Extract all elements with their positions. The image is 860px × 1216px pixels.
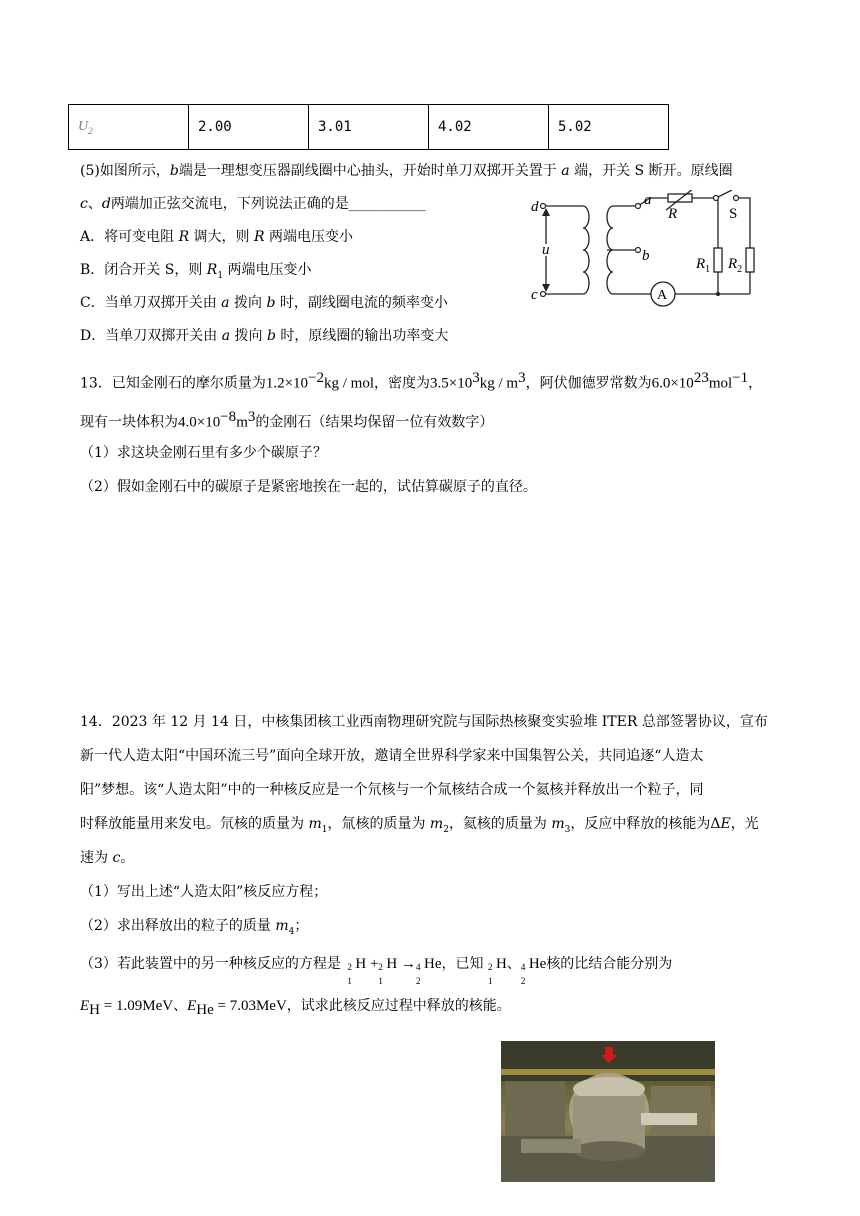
option-d: D．当单刀双掷开关由 a 拨向 b 时，原线圈的输出功率变大 — [80, 328, 449, 344]
q13-sub1: （1）求这块金刚石里有多少个碳原子？ — [80, 445, 327, 461]
q13-line1: 13．已知金刚石的摩尔质量为$1.2\times 10^{-2}kg$ / mol，密度为$3.5\times 10^3kg / m^3$，阿伏伽德罗常数为$6.0\times 10^{23}mol^{-1}$， — [80, 370, 763, 392]
q14-sub1: （1）写出上述“人造太阳”核反应方程； — [80, 884, 328, 900]
table-cell: 3.01 — [309, 105, 429, 150]
label-d: d — [531, 199, 539, 215]
label-r1: $R_1$ — [696, 256, 711, 275]
label-a: a — [644, 192, 652, 208]
q14-energy-line: $E_H = 1.09MeV$、$E_{He} = 7.03MeV$，试求此核反应过程中释放的核能。 — [80, 998, 511, 1018]
q5-line2: c、d两端加正弦交流电，下列说法正确的是___________ — [80, 196, 426, 212]
ammeter-label: A — [657, 288, 668, 303]
fusion-device-photo — [501, 1041, 715, 1182]
q14-line1: 14．2023 年 12 月 14 日，中核集团核工业西南物理研究院与国际热核聚变实验堆 ITER 总部签署协议，宣布 — [80, 714, 768, 730]
option-b: B．闭合开关 S，则 $R_1$ 两端电压变小 — [80, 262, 312, 281]
option-c: C．当单刀双掷开关由 a 拨向 b 时，副线圈电流的频率变小 — [80, 295, 448, 311]
label-s: S — [729, 206, 738, 222]
data-table — [68, 104, 669, 150]
q14-line3: 阳”梦想。该“人造太阳”中的一种核反应是一个氘核与一个氚核结合成一个氦核并释放出一个粒子，同 — [80, 782, 704, 798]
q14-line5: 速为 c。 — [80, 850, 135, 866]
q14-sub2: （2）求出释放出的粒子的质量 $m_4$； — [80, 918, 309, 937]
table-cell: 2.00 — [189, 105, 309, 150]
table-cell: 5.02 — [549, 105, 669, 150]
table-cell: 4.02 — [429, 105, 549, 150]
q14-line4: 时释放能量用来发电。氘核的质量为 $m_1$，氚核的质量为 $m_2$，氦核的质量为 $m_3$，反应中释放的核能为ΔE，光 — [80, 816, 759, 835]
q13-sub2: （2）假如金刚石中的碳原子是紧密地挨在一起的，试估算碳原子的直径。 — [80, 479, 537, 495]
q5-line1: (5)如图所示，b端是一理想变压器副线圈中心抽头，开始时单刀双掷开关置于 a 端，开关 S 断开。原线圈 — [80, 163, 733, 179]
q14-sub3: （3）若此装置中的另一种核反应的方程是 2 1 H + 2 1 H → 4 2 He，已知 2 1 H、 4 2 He核的比结合能分别为 — [80, 956, 673, 986]
option-a: A．将可变电阻 R 调大，则 R 两端电压变小 — [80, 229, 354, 245]
label-u: u — [542, 242, 550, 258]
table-row — [69, 105, 669, 150]
transformer-circuit-diagram — [528, 190, 778, 310]
label-b: b — [642, 248, 650, 264]
label-r2: $R_2$ — [728, 256, 743, 275]
label-r: R — [668, 206, 678, 222]
label-c: c — [531, 287, 538, 303]
nuclear-equation: 2 1 H + 2 1 H → 4 2 He — [347, 956, 442, 986]
q13-line2: 现有一块体积为$4.0\times 10^{-8}m^3$的金刚石（结果均保留一位有效数字） — [80, 409, 494, 431]
table-cell: $U_2$ — [69, 105, 189, 150]
q14-line2: 新一代人造太阳“中国环流三号”面向全球开放，邀请全世界科学家来中国集智公关，共同追逐“人造太 — [80, 748, 704, 764]
